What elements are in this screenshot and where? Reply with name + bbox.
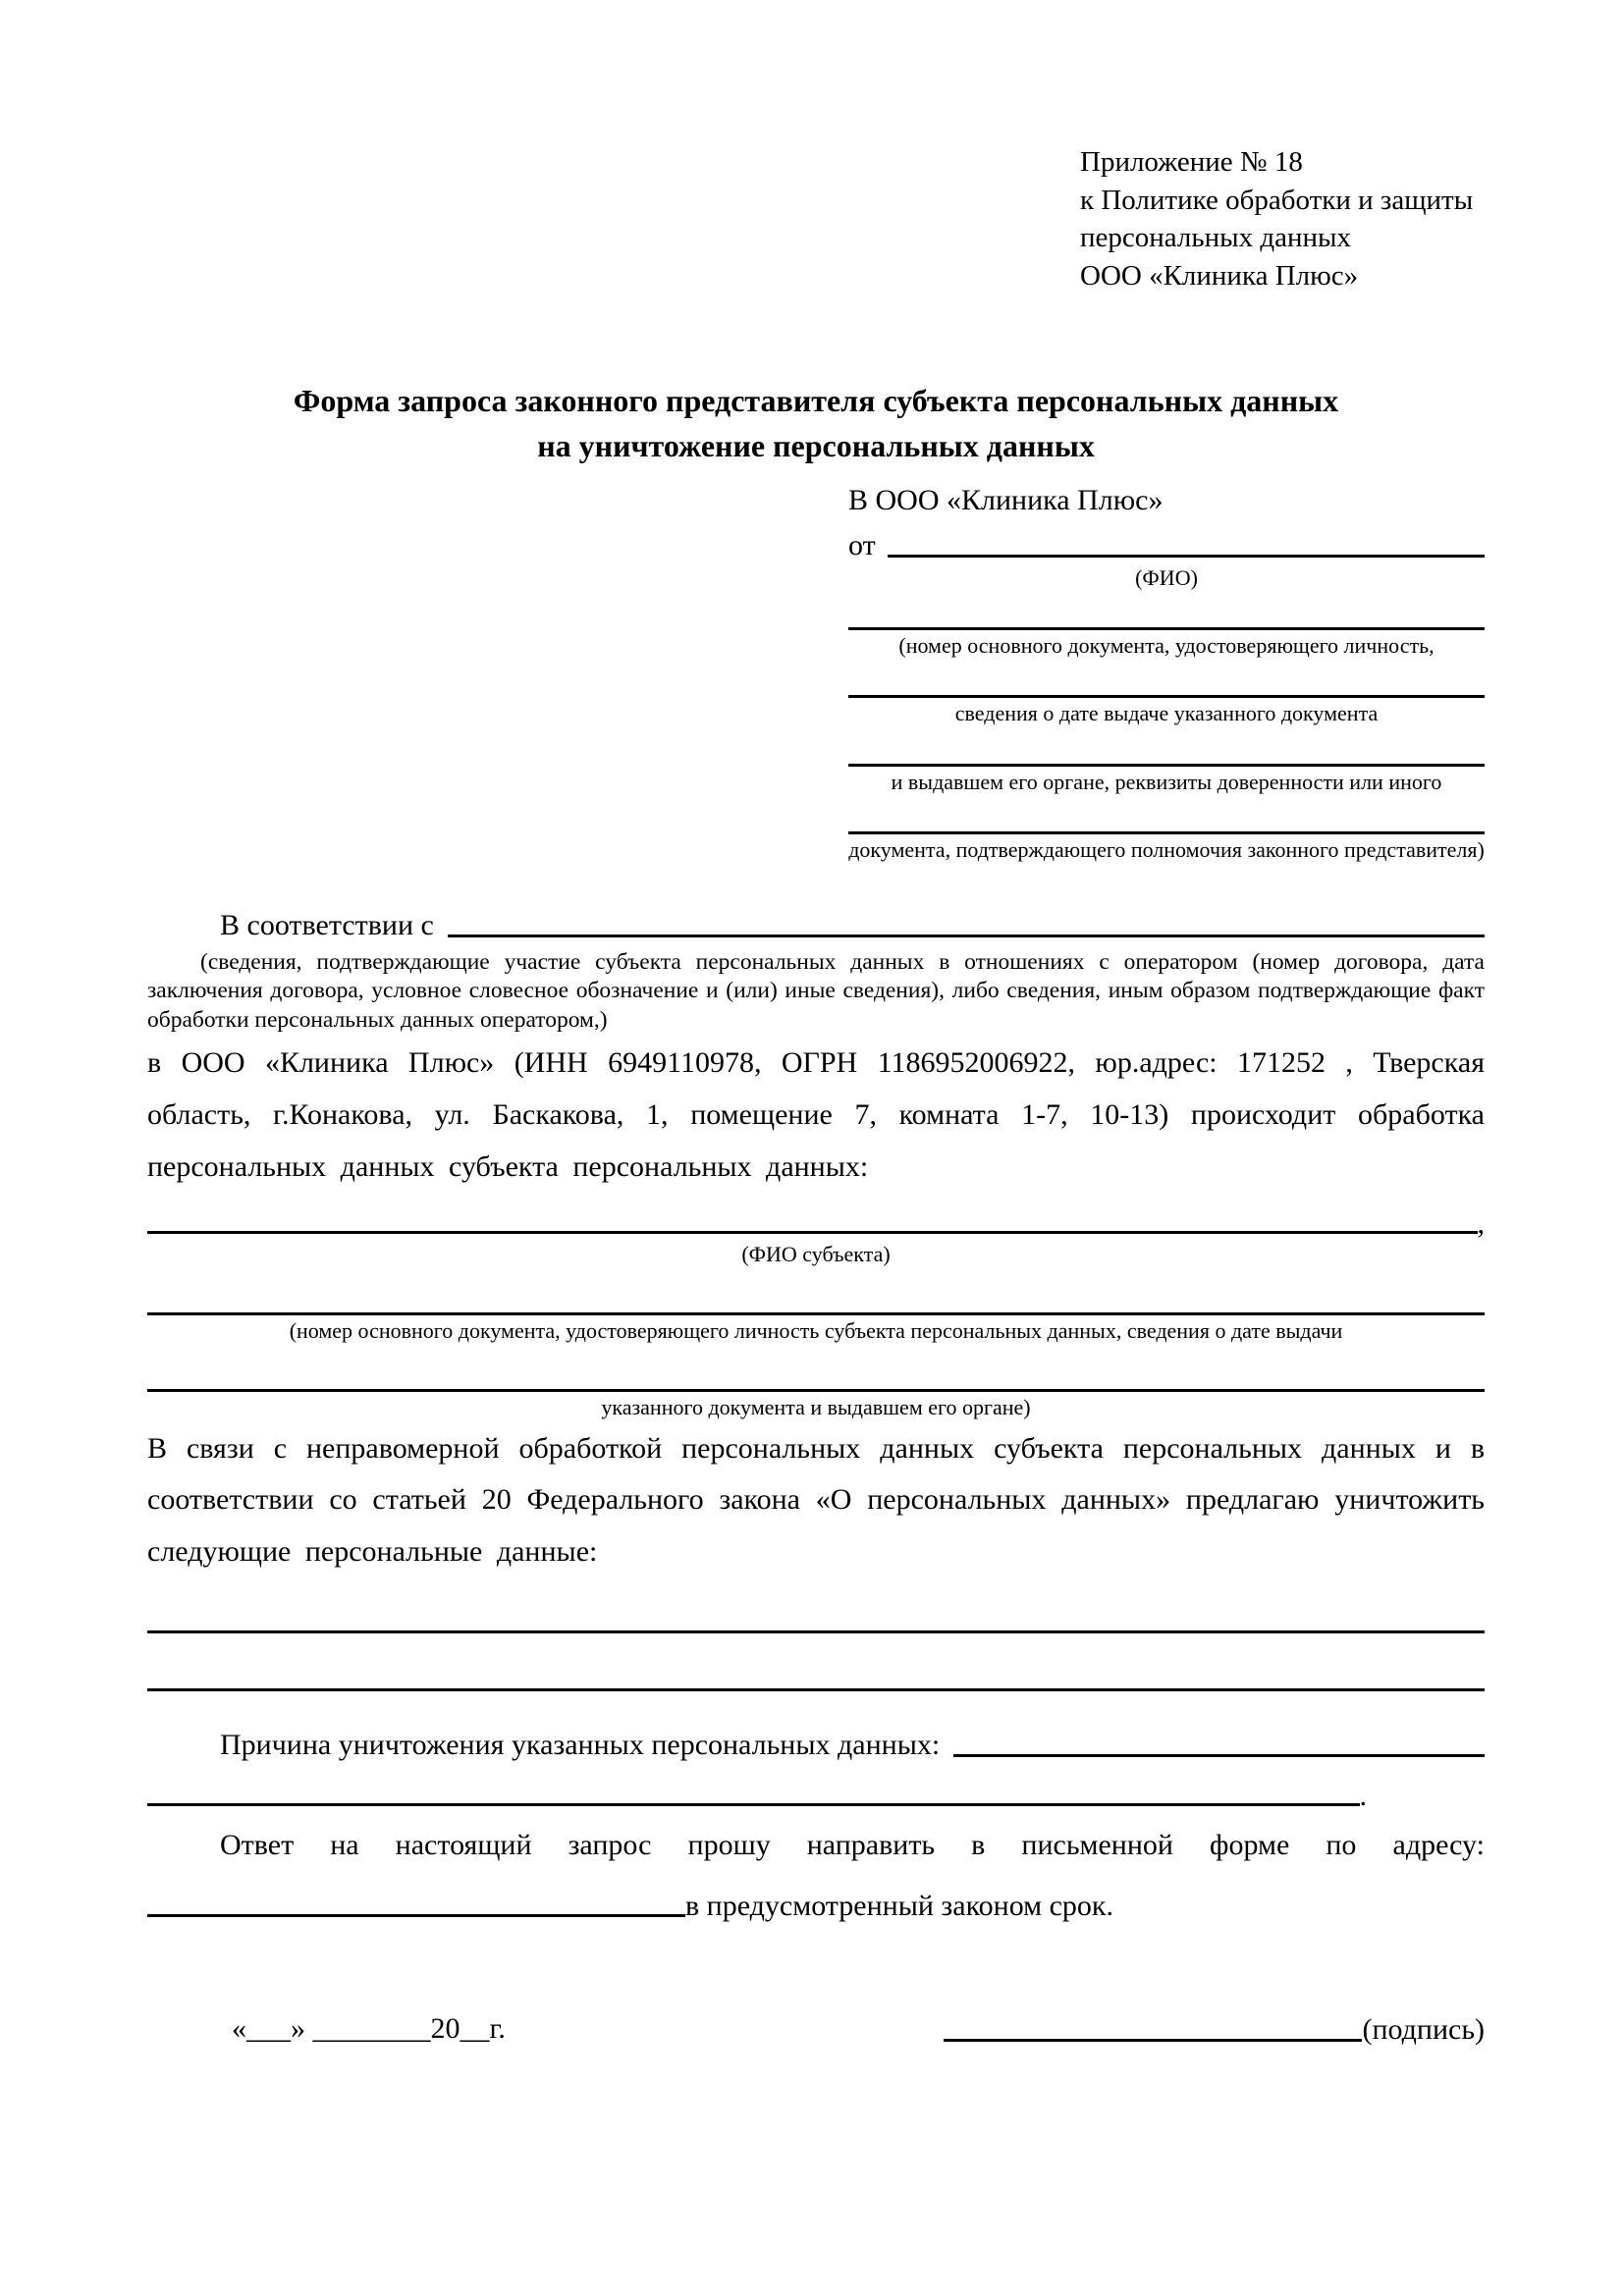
operator-paragraph: в ООО «Клиника Плюс» (ИНН 6949110978, ОГРН 1186952006922, юр.адрес: 171252 , Тверская область, г.Конакова, ул. Баскакова, 1, помещение 7, комната 1-7, 10-13) происходит обработка персональных данных субъекта персональных данных: [147, 1046, 1485, 1183]
subject-doc-caption-1: (номер основного документа, удостоверяющего личность субъекта персональных данных, сведения о дате выдачи [289, 1317, 1343, 1343]
unlawful-processing-paragraph: В связи с неправомерной обработкой персональных данных субъекта персональных данных и в соответствии со статьей 20 Федерального закона «О персональных данных» предлагаю уничтожить следующие персональные данные: [147, 1431, 1485, 1569]
subject-doc-fill-line-1 [147, 1267, 1485, 1315]
appendix-line-4: ООО «Клиника Плюс» [1080, 259, 1359, 292]
fio-caption: (ФИО) [1135, 564, 1198, 590]
subject-doc-fill-line-2 [147, 1344, 1485, 1392]
appendix-line-3: персональных данных [1080, 222, 1352, 254]
accordance-row [147, 897, 1485, 942]
accordance-caption: (сведения, подтверждающие участие субъекта персональных данных в отношениях с оператором (номер договора, дата заключения договора, условное словесное обозначение и (или) иные сведения), либо сведения, иным образом подтверждающие факт обработки персональных данных оператором,) [147, 948, 1485, 1034]
doc-caption-2: сведения о дате выдаче указанного документа [954, 701, 1379, 726]
reason-continuation-row [147, 1774, 1485, 1811]
reply-address-fill-line [147, 1914, 685, 1917]
doc-caption-4: документа, подтверждающего полномочия законного представителя) [848, 837, 1485, 863]
signature-row [147, 2012, 1485, 2046]
subject-fio-row [147, 1201, 1485, 1239]
representative-doc-fill-line-2 [848, 659, 1485, 698]
document-title [147, 379, 1485, 468]
subject-fio-fill-line [147, 1231, 1478, 1234]
subject-fio-caption: (ФИО субъекта) [741, 1241, 891, 1266]
signature-caption: (подпись) [1362, 2013, 1485, 2047]
reason-fill-line-2 [147, 1803, 1360, 1806]
title-line-2: на уничтожение персональных данных [537, 427, 1095, 463]
representative-doc-fill-line-1 [848, 591, 1485, 630]
signature-area [944, 2013, 1485, 2046]
reason-label: Причина уничтожения указанных персональных данных: [220, 1729, 941, 1762]
doc-caption-1: (номер основного документа, удостоверяющего личность, [898, 633, 1435, 659]
reason-row [147, 1717, 1485, 1762]
representative-fio-fill-line [888, 555, 1485, 558]
date-placeholder: «___» ________20__г. [232, 2012, 506, 2046]
representative-doc-fill-line-4 [848, 795, 1485, 834]
accordance-fill-line [448, 934, 1485, 937]
from-row [848, 519, 1485, 562]
reply-deadline-text: в предусмотренный законом срок. [685, 1890, 1113, 1923]
doc-caption-3: и выдавшем его органе, реквизиты доверенности или иного [891, 769, 1442, 794]
title-line-1: Форма запроса законного представителя субъекта персональных данных [293, 383, 1339, 419]
data-to-destroy-fill-line-2 [147, 1633, 1485, 1691]
appendix-line-2: к Политике обработки и защиты [1080, 184, 1474, 216]
reply-paragraph: Ответ на настоящий запрос прошу направить в письменной форме по адресу: [220, 1829, 1485, 1862]
from-label: от [848, 528, 876, 561]
subject-fio-suffix: , [1477, 1206, 1485, 1240]
reply-address-row [147, 1877, 1485, 1922]
accordance-label: В соответствии с [220, 908, 434, 941]
reason-fill-line [953, 1754, 1485, 1757]
addressee-to: В ООО «Клиника Плюс» [848, 484, 1164, 517]
signature-fill-line [944, 2039, 1362, 2042]
data-to-destroy-fill-line-1 [147, 1578, 1485, 1633]
subject-doc-caption-2: указанного документа и выдавшем его органе) [601, 1395, 1031, 1420]
reason-suffix: . [1359, 1780, 1367, 1813]
addressee-block [848, 482, 1485, 863]
representative-doc-fill-line-3 [848, 727, 1485, 767]
appendix-block [1080, 143, 1485, 294]
appendix-line-1: Приложение № 18 [1080, 146, 1303, 178]
